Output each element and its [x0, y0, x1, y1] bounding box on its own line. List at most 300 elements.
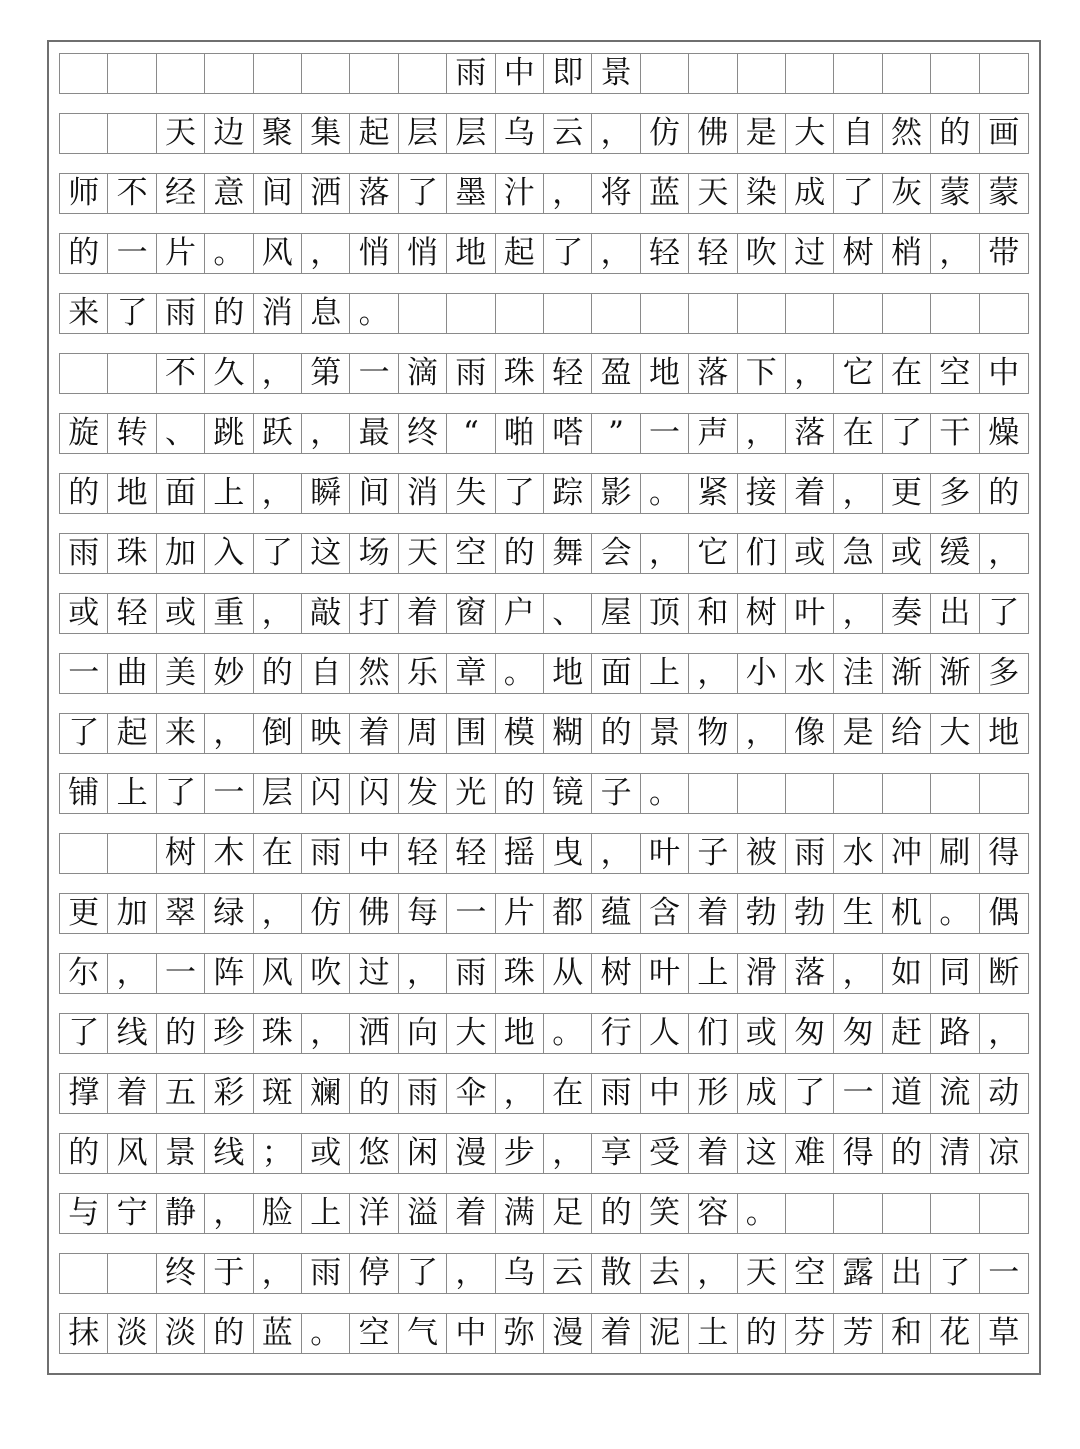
grid-cell: 终: [399, 414, 447, 453]
grid-cell: 流: [931, 1074, 979, 1113]
grid-cell: [834, 1194, 882, 1233]
grid-cell: 行: [592, 1014, 640, 1053]
grid-cell: 撑: [60, 1074, 108, 1113]
grid-cell: 了: [60, 714, 108, 753]
grid-cell: 景: [641, 714, 689, 753]
grid-cell: 翠: [157, 894, 205, 933]
grid-cell: 满: [496, 1194, 544, 1233]
grid-cell: 气: [399, 1314, 447, 1353]
grid-cell: 脸: [254, 1194, 302, 1233]
grid-cell: 着: [447, 1194, 495, 1233]
grid-cell: 层: [447, 114, 495, 153]
grid-cell: 阵: [205, 954, 253, 993]
grid-cell: 泥: [641, 1314, 689, 1353]
grid-cell: 树: [738, 594, 786, 633]
grid-cell: 了: [157, 774, 205, 813]
grid-cell: 难: [786, 1134, 834, 1173]
grid-cell: 线: [205, 1134, 253, 1173]
grid-cell: [689, 774, 737, 813]
grid-cell: 影: [592, 474, 640, 513]
grid-cell: 生: [834, 894, 882, 933]
grid-cell: 的: [60, 234, 108, 273]
grid-cell: 叶: [641, 834, 689, 873]
grid-cell: 中: [988, 355, 1020, 391]
grid-cell: 消: [399, 474, 447, 513]
grid-cell: [883, 294, 931, 333]
grid-cell: 乌: [496, 1254, 544, 1293]
grid-cell: 轻: [641, 234, 689, 273]
grid-cell: 地: [496, 1014, 544, 1053]
grid-cell: 闪: [302, 774, 350, 813]
grid-cell: 一: [834, 1074, 882, 1113]
grid-cell: 空: [786, 1254, 834, 1293]
grid-cell: 。: [544, 1014, 592, 1053]
text-row: [59, 1253, 1029, 1294]
grid-cell: 场: [350, 534, 398, 573]
grid-cell: 蒙: [988, 175, 1020, 211]
grid-cell: “: [447, 414, 495, 453]
grid-cell: ，: [592, 114, 640, 153]
grid-cell: 滑: [738, 954, 786, 993]
grid-cell: 加: [157, 534, 205, 573]
grid-cell: 断: [988, 955, 1020, 991]
grid-cell: 。: [641, 474, 689, 513]
grid-cell: 落: [350, 174, 398, 213]
grid-cell: 灰: [883, 174, 931, 213]
grid-cell: [980, 774, 1028, 813]
grid-cell: 顶: [641, 594, 689, 633]
grid-cell: 了: [834, 174, 882, 213]
title-row: [59, 53, 1029, 94]
grid-cell: 步: [496, 1134, 544, 1173]
grid-cell: 是: [738, 114, 786, 153]
grid-cell: 宁: [108, 1194, 156, 1233]
grid-cell: 天: [157, 114, 205, 153]
grid-cell: 珠: [108, 534, 156, 573]
grid-cell: 凉: [988, 1135, 1020, 1171]
grid-cell: 光: [447, 774, 495, 813]
grid-cell: 不: [157, 354, 205, 393]
grid-cell: 抹: [60, 1314, 108, 1353]
grid-cell: 地: [641, 354, 689, 393]
grid-cell: [786, 54, 834, 93]
grid-cell: 芬: [786, 1314, 834, 1353]
grid-cell: 最: [350, 414, 398, 453]
grid-cell: 美: [157, 654, 205, 693]
grid-cell: ，: [786, 354, 834, 393]
grid-cell: 一: [988, 1255, 1020, 1291]
grid-cell: 雨: [447, 954, 495, 993]
grid-cell: 间: [350, 474, 398, 513]
grid-cell: 轻: [108, 594, 156, 633]
grid-cell: 意: [205, 174, 253, 213]
text-row: [59, 113, 1029, 154]
grid-cell: 刷: [931, 834, 979, 873]
grid-cell: 成: [786, 174, 834, 213]
grid-cell: ，: [689, 1254, 737, 1293]
grid-cell: ，: [447, 1254, 495, 1293]
grid-cell: 蒙: [931, 174, 979, 213]
grid-cell: 空: [931, 354, 979, 393]
grid-cell: 倒: [254, 714, 302, 753]
grid-cell: [592, 294, 640, 333]
grid-cell: 空: [350, 1314, 398, 1353]
grid-cell: 人: [641, 1014, 689, 1053]
grid-cell: 悄: [399, 234, 447, 273]
grid-cell: 吹: [738, 234, 786, 273]
grid-cell: ，: [544, 1134, 592, 1173]
grid-cell: 们: [689, 1014, 737, 1053]
grid-cell: 摇: [496, 834, 544, 873]
grid-cell: 急: [834, 534, 882, 573]
grid-cell: 轻: [544, 354, 592, 393]
grid-cell: 聚: [254, 114, 302, 153]
grid-cell: 佛: [689, 114, 737, 153]
grid-cell: [786, 1194, 834, 1233]
grid-cell: 草: [988, 1315, 1020, 1351]
grid-cell: [496, 294, 544, 333]
grid-cell: 。: [350, 294, 398, 333]
text-row: [59, 713, 1029, 754]
grid-cell: 木: [205, 834, 253, 873]
grid-cell: 舞: [544, 534, 592, 573]
grid-cell: 机: [883, 894, 931, 933]
grid-cell: ，: [931, 234, 979, 273]
grid-cell: [60, 834, 108, 873]
grid-cell: 匆: [786, 1014, 834, 1053]
grid-cell: 消: [254, 294, 302, 333]
grid-cell: [641, 294, 689, 333]
grid-cell: ，: [689, 654, 737, 693]
grid-cell: 曲: [108, 654, 156, 693]
grid-cell: [447, 294, 495, 333]
grid-cell: 地: [447, 234, 495, 273]
grid-cell: 奏: [883, 594, 931, 633]
grid-cell: 叶: [786, 594, 834, 633]
grid-cell: [883, 774, 931, 813]
grid-cell: 的: [592, 1194, 640, 1233]
grid-cell: [980, 54, 1028, 93]
grid-cell: 落: [786, 954, 834, 993]
grid-cell: 闲: [399, 1134, 447, 1173]
grid-cell: 息: [302, 294, 350, 333]
grid-cell: 落: [786, 414, 834, 453]
grid-cell: 曳: [544, 834, 592, 873]
grid-cell: 含: [641, 894, 689, 933]
text-row: [59, 233, 1029, 274]
grid-cell: 它: [834, 354, 882, 393]
grid-cell: [254, 54, 302, 93]
grid-cell: 梢: [883, 234, 931, 273]
grid-cell: ，: [254, 354, 302, 393]
grid-cell: 仿: [641, 114, 689, 153]
grid-cell: 、: [157, 414, 205, 453]
grid-cell: 的: [60, 1134, 108, 1173]
grid-cell: 成: [738, 1074, 786, 1113]
grid-cell: 乐: [399, 654, 447, 693]
grid-cell: 蕴: [592, 894, 640, 933]
grid-cell: 一: [205, 774, 253, 813]
grid-cell: 地: [108, 474, 156, 513]
grid-cell: [980, 294, 1028, 333]
grid-cell: 的: [350, 1074, 398, 1113]
grid-cell: 了: [399, 1254, 447, 1293]
grid-cell: 一: [60, 654, 108, 693]
grid-cell: 发: [399, 774, 447, 813]
grid-cell: 将: [592, 174, 640, 213]
grid-cell: 天: [399, 534, 447, 573]
grid-cell: 更: [60, 894, 108, 933]
grid-cell: 啪: [496, 414, 544, 453]
grid-cell: ，: [834, 474, 882, 513]
grid-cell: 更: [883, 474, 931, 513]
grid-cell: ，: [302, 414, 350, 453]
grid-cell: 形: [689, 1074, 737, 1113]
grid-cell: 仿: [302, 894, 350, 933]
grid-cell: 赶: [883, 1014, 931, 1053]
grid-cell: 偶: [988, 895, 1020, 931]
grid-cell: 上: [108, 774, 156, 813]
grid-cell: 章: [447, 654, 495, 693]
grid-cell: 多: [931, 474, 979, 513]
text-row: [59, 893, 1029, 934]
grid-cell: 中: [447, 1314, 495, 1353]
grid-cell: 尔: [60, 954, 108, 993]
grid-cell: 糊: [544, 714, 592, 753]
grid-cell: 出: [883, 1254, 931, 1293]
grid-cell: 轻: [399, 834, 447, 873]
grid-cell: 。: [738, 1194, 786, 1233]
grid-cell: 入: [205, 534, 253, 573]
composition-sheet: [47, 40, 1041, 1375]
grid-cell: 得: [988, 835, 1020, 871]
grid-cell: 带: [988, 235, 1020, 271]
text-row: [59, 593, 1029, 634]
grid-cell: ，: [641, 534, 689, 573]
text-row: [59, 653, 1029, 694]
grid-cell: [544, 294, 592, 333]
grid-cell: 在: [834, 414, 882, 453]
grid-cell: 露: [834, 1254, 882, 1293]
grid-cell: 经: [157, 174, 205, 213]
grid-cell: 的: [592, 714, 640, 753]
grid-cell: 和: [689, 594, 737, 633]
text-row: [59, 293, 1029, 334]
grid-cell: 围: [447, 714, 495, 753]
grid-cell: 间: [254, 174, 302, 213]
grid-cell: 悠: [350, 1134, 398, 1173]
grid-cell: 得: [834, 1134, 882, 1173]
grid-cell: 着: [350, 714, 398, 753]
grid-cell: ，: [205, 1194, 253, 1233]
grid-cell: 嗒: [544, 414, 592, 453]
grid-cell: 洼: [834, 654, 882, 693]
text-row: [59, 533, 1029, 574]
grid-cell: 芳: [834, 1314, 882, 1353]
grid-cell: 弥: [496, 1314, 544, 1353]
grid-cell: 洒: [350, 1014, 398, 1053]
grid-cell: 过: [786, 234, 834, 273]
grid-cell: 模: [496, 714, 544, 753]
grid-cell: 师: [60, 174, 108, 213]
grid-cell: 会: [592, 534, 640, 573]
grid-cell: ，: [205, 714, 253, 753]
grid-cell: 动: [988, 1075, 1020, 1111]
grid-cell: 容: [689, 1194, 737, 1233]
grid-cell: 的: [157, 1014, 205, 1053]
grid-cell: 在: [254, 834, 302, 873]
grid-cell: 缓: [931, 534, 979, 573]
grid-cell: 从: [544, 954, 592, 993]
grid-cell: ，: [496, 1074, 544, 1113]
grid-cell: 踪: [544, 474, 592, 513]
grid-cell: 着: [786, 474, 834, 513]
grid-cell: 洒: [302, 174, 350, 213]
grid-cell: 或: [302, 1134, 350, 1173]
grid-cell: 燥: [988, 415, 1020, 451]
grid-cell: [786, 774, 834, 813]
grid-cell: ，: [738, 414, 786, 453]
grid-cell: ，: [834, 954, 882, 993]
text-row: [59, 1313, 1029, 1354]
grid-cell: [931, 54, 979, 93]
grid-cell: 失: [447, 474, 495, 513]
grid-cell: 风: [254, 234, 302, 273]
grid-cell: 闪: [350, 774, 398, 813]
grid-cell: [738, 294, 786, 333]
grid-cell: 在: [883, 354, 931, 393]
grid-cell: 的: [60, 474, 108, 513]
grid-cell: ”: [592, 414, 640, 453]
grid-cell: [834, 294, 882, 333]
grid-cell: 一: [108, 234, 156, 273]
grid-cell: 清: [931, 1134, 979, 1173]
grid-cell: 斑: [254, 1074, 302, 1113]
grid-cell: 周: [399, 714, 447, 753]
grid-cell: ，: [399, 954, 447, 993]
grid-cell: 溢: [399, 1194, 447, 1233]
grid-cell: 空: [447, 534, 495, 573]
grid-cell: 了: [496, 474, 544, 513]
grid-cell: [108, 114, 156, 153]
grid-cell: 来: [60, 294, 108, 333]
grid-cell: 。: [205, 234, 253, 273]
grid-cell: 的: [254, 654, 302, 693]
grid-cell: 上: [302, 1194, 350, 1233]
grid-cell: 雨: [60, 534, 108, 573]
grid-cell: ；: [254, 1134, 302, 1173]
grid-cell: ，: [592, 834, 640, 873]
grid-cell: ，: [302, 234, 350, 273]
grid-cell: 轻: [447, 834, 495, 873]
grid-cell: 一: [641, 414, 689, 453]
grid-cell: [399, 294, 447, 333]
grid-cell: 。: [302, 1314, 350, 1353]
grid-cell: 起: [350, 114, 398, 153]
grid-cell: 散: [592, 1254, 640, 1293]
grid-cell: 终: [157, 1254, 205, 1293]
grid-cell: 珍: [205, 1014, 253, 1053]
grid-cell: 小: [738, 654, 786, 693]
grid-cell: 上: [641, 654, 689, 693]
grid-cell: 屋: [592, 594, 640, 633]
grid-cell: 一: [447, 894, 495, 933]
grid-cell: 多: [988, 655, 1020, 691]
grid-cell: 铺: [60, 774, 108, 813]
grid-cell: 悄: [350, 234, 398, 273]
grid-cell: 片: [157, 234, 205, 273]
grid-cell: 树: [157, 834, 205, 873]
grid-cell: 水: [786, 654, 834, 693]
grid-cell: 的: [205, 1314, 253, 1353]
grid-cell: 中: [641, 1074, 689, 1113]
grid-cell: 打: [350, 594, 398, 633]
grid-cell: 同: [931, 954, 979, 993]
grid-cell: [931, 774, 979, 813]
grid-cell: 跳: [205, 414, 253, 453]
text-row: [59, 353, 1029, 394]
grid-cell: 的: [988, 475, 1020, 511]
grid-cell: 雨: [399, 1074, 447, 1113]
grid-cell: [689, 54, 737, 93]
grid-cell: 雨: [447, 354, 495, 393]
grid-cell: 或: [738, 1014, 786, 1053]
grid-cell: ，: [108, 954, 156, 993]
grid-cell: 斓: [302, 1074, 350, 1113]
grid-cell: 这: [738, 1134, 786, 1173]
grid-cell: ，: [988, 1015, 1020, 1051]
grid-cell: 瞬: [302, 474, 350, 513]
grid-cell: [60, 114, 108, 153]
grid-cell: 或: [786, 534, 834, 573]
grid-cell: 雨: [302, 1254, 350, 1293]
grid-cell: 云: [544, 1254, 592, 1293]
grid-cell: 画: [988, 115, 1020, 151]
grid-cell: 的: [931, 114, 979, 153]
grid-cell: 了: [108, 294, 156, 333]
grid-cell: 大: [786, 114, 834, 153]
grid-cell: 层: [254, 774, 302, 813]
grid-cell: [60, 54, 108, 93]
grid-cell: 笑: [641, 1194, 689, 1233]
text-row: [59, 1073, 1029, 1114]
grid-cell: [60, 354, 108, 393]
grid-cell: 片: [496, 894, 544, 933]
grid-cell: [399, 54, 447, 93]
grid-cell: [883, 1194, 931, 1233]
grid-cell: 了: [544, 234, 592, 273]
grid-cell: 镜: [544, 774, 592, 813]
grid-cell: 天: [738, 1254, 786, 1293]
grid-cell: 淡: [157, 1314, 205, 1353]
grid-cell: 的: [496, 534, 544, 573]
grid-cell: 的: [883, 1134, 931, 1173]
grid-cell: 滴: [399, 354, 447, 393]
grid-cell: 着: [689, 894, 737, 933]
text-row: [59, 953, 1029, 994]
grid-cell: 树: [592, 954, 640, 993]
grid-cell: 层: [399, 114, 447, 153]
grid-cell: 乌: [496, 114, 544, 153]
grid-cell: 大: [447, 1014, 495, 1053]
grid-cell: 户: [496, 594, 544, 633]
grid-cell: 地: [988, 715, 1020, 751]
grid-cell: 即: [544, 54, 592, 93]
grid-cell: 受: [641, 1134, 689, 1173]
grid-cell: [931, 294, 979, 333]
grid-cell: ，: [834, 594, 882, 633]
grid-cell: 集: [302, 114, 350, 153]
